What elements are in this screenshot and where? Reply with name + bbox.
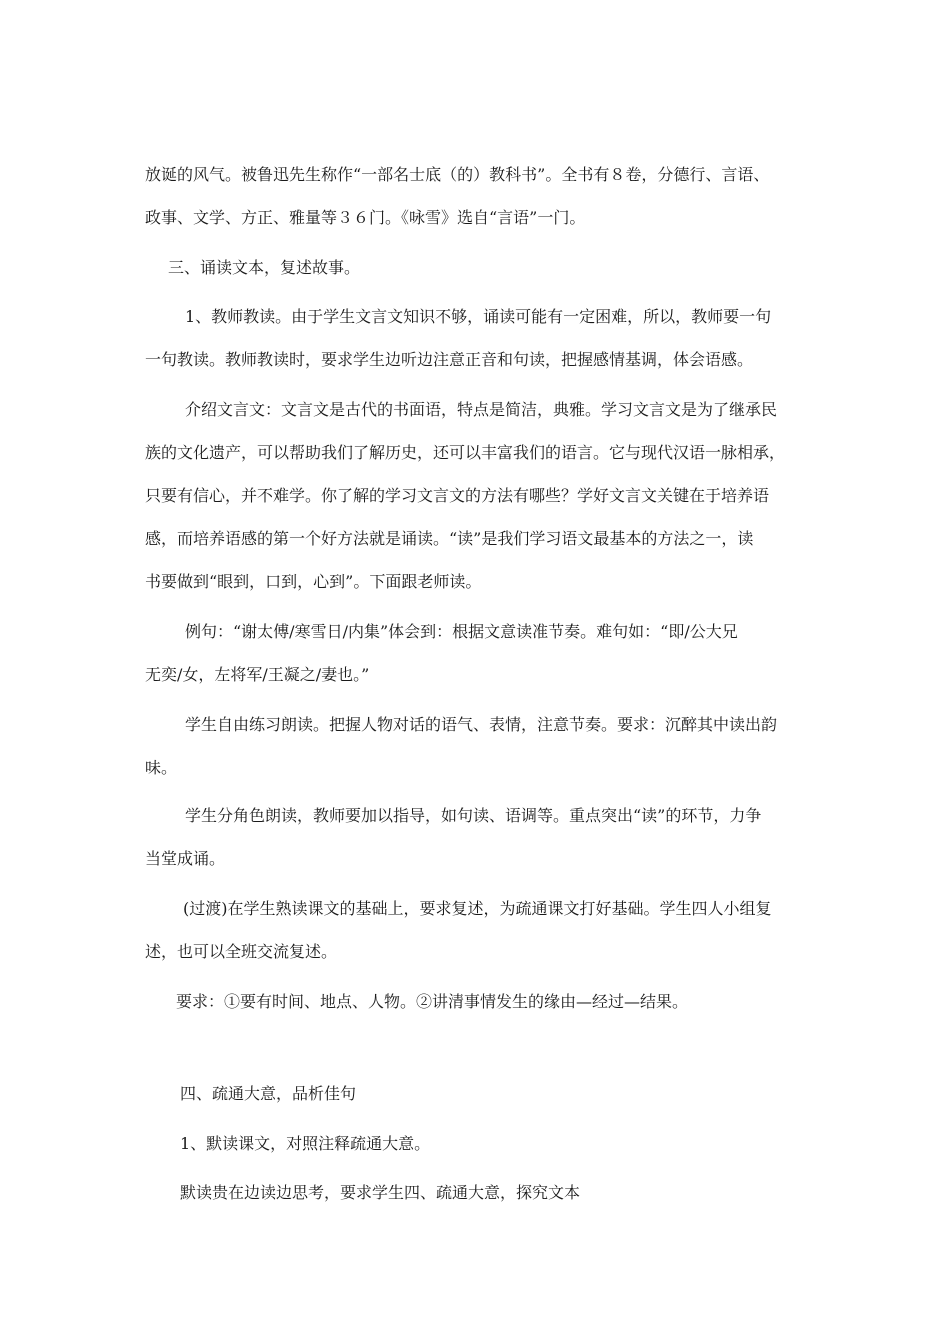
paragraph-line-8: 只要有信心，并不难学。你了解的学习文言文的方法有哪些？学好文言文关键在于培养语: [145, 486, 770, 505]
section-heading-3: 三、诵读文本，复述故事。: [168, 258, 361, 277]
paragraph-line-4: 1、教师教读。由于学生文言文知识不够，诵读可能有一定困难，所以，教师要一句: [185, 307, 772, 326]
paragraph-line-13: 学生自由练习朗读。把握人物对话的语气、表情，注意节奏。要求：沉醉其中读出韵: [185, 715, 778, 734]
paragraph-line-7: 族的文化遗产，可以帮助我们了解历史，还可以丰富我们的语言。它与现代汉语一脉相承，: [145, 443, 786, 462]
paragraph-line-6: 介绍文言文：文言文是古代的书面语，特点是简洁，典雅。学习文言文是为了继承民: [185, 400, 778, 419]
paragraph-line-16: 当堂成诵。: [145, 849, 226, 868]
requirement-line: 要求：①要有时间、地点、人物。②讲清事情发生的缘由—经过—结果。: [176, 992, 689, 1011]
paragraph-line-9: 感，而培养语感的第一个好方法就是诵读。“读”是我们学习语文最基本的方法之一，读: [145, 529, 754, 548]
paragraph-line-17: (过渡)在学生熟读课文的基础上，要求复述，为疏通课文打好基础。学生四人小组复: [183, 899, 772, 918]
paragraph-line-10: 书要做到“眼到，口到，心到”。下面跟老师读。: [145, 572, 482, 591]
paragraph-line-14: 味。: [145, 758, 178, 777]
paragraph-line-1: 放诞的风气。被鲁迅先生称作“一部名士底（的）教科书”。全书有８卷，分德行、言语、: [145, 165, 770, 184]
paragraph-line-2: 政事、文学、方正、雅量等３６门。《咏雪》选自“言语”一门。: [145, 208, 586, 227]
example-line-2: 无奕/女，左将军/王凝之/妻也。”: [145, 665, 370, 684]
paragraph-line-21: 1、默读课文，对照注释疏通大意。: [180, 1134, 431, 1153]
paragraph-line-5: 一句教读。教师教读时，要求学生边听边注意正音和句读，把握感情基调，体会语感。: [145, 350, 754, 369]
paragraph-line-18: 述，也可以全班交流复述。: [145, 942, 338, 961]
section-heading-4: 四、疏通大意，品析佳句: [180, 1084, 357, 1103]
paragraph-line-15: 学生分角色朗读，教师要加以指导，如句读、语调等。重点突出“读”的环节，力争: [185, 806, 762, 825]
example-line-1: 例句：“谢太傅/寒雪日/内集”体会到：根据文意读准节奏。难句如：“即/公大兄: [185, 622, 738, 641]
paragraph-line-22: 默读贵在边读边思考，要求学生四、疏通大意，探究文本: [180, 1183, 581, 1202]
